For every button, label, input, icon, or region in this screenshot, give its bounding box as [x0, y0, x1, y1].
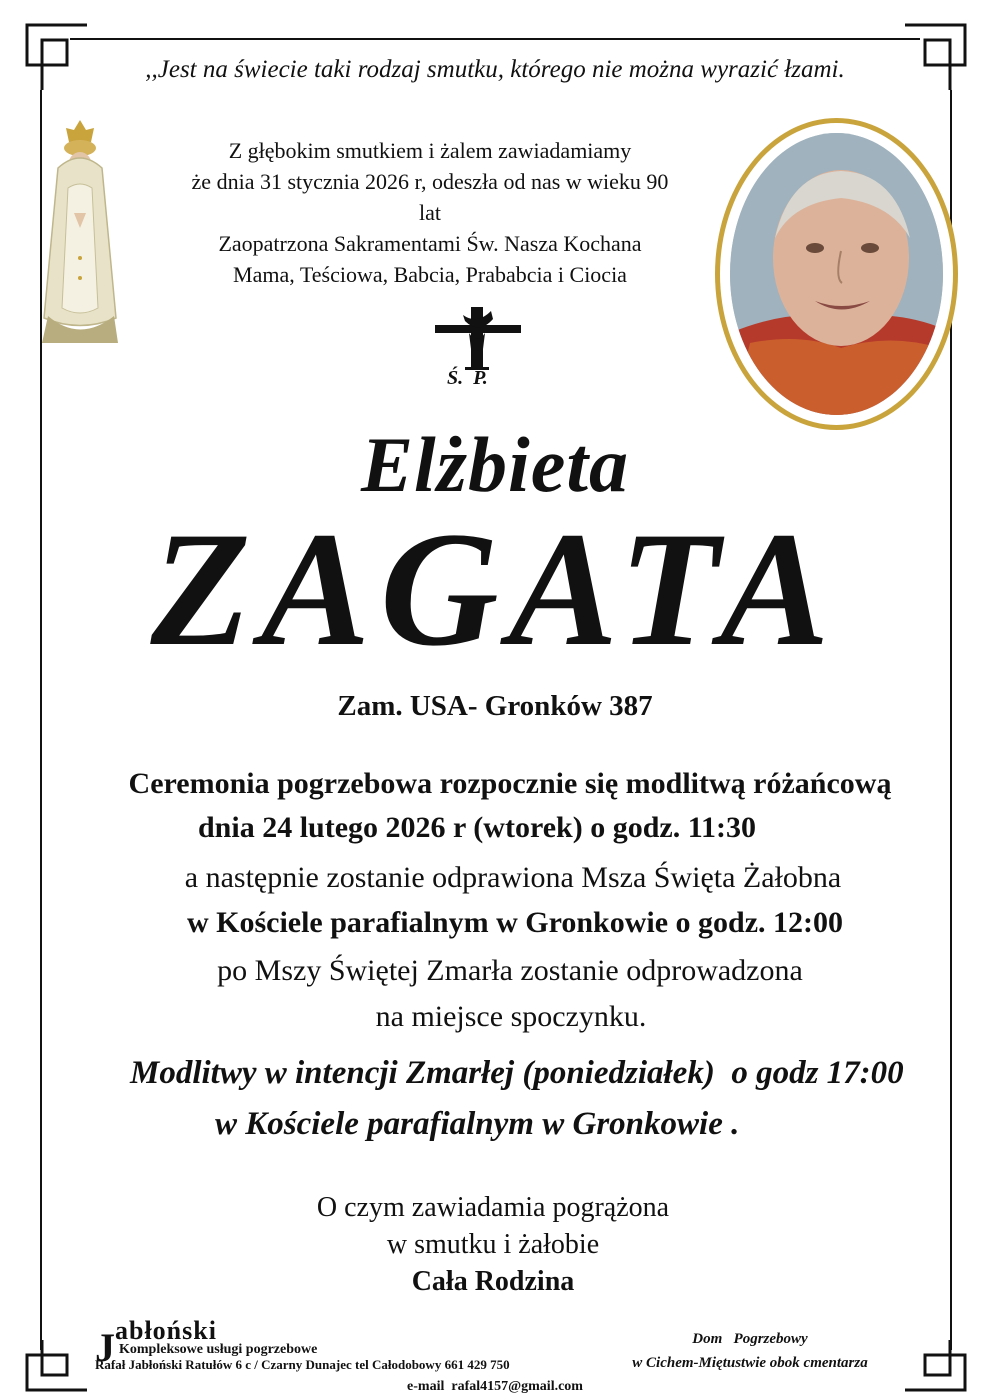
intro-line: Z głębokim smutkiem i żalem zawiadamiamy	[228, 138, 632, 163]
funeral-home-address: Rafał Jabłoński Ratułów 6 c / Czarny Dunajec tel Całodobowy 661 429 750	[95, 1357, 510, 1372]
ceremony-line: w Kościele parafialnym w Gronkowie o godz. 12:00	[186, 906, 844, 939]
prayer-line: Modlitwy w intencji Zmarłej (poniedziałek) o godz 17:00	[130, 1055, 904, 1091]
last-name: ZAGATA	[150, 499, 840, 680]
contact-email: e-mail rafal4157@gmail.com	[407, 1379, 583, 1394]
intro-paragraph	[180, 135, 680, 290]
portrait-photo	[730, 133, 943, 415]
ceremony-line: Ceremonia pogrzebowa rozpocznie się modlitwą różańcową	[128, 767, 892, 800]
prayer-line: w Kościele parafialnym w Gronkowie .	[215, 1106, 740, 1142]
portrait-image	[730, 133, 943, 415]
ceremony-line: dnia 24 lutego 2026 r (wtorek) o godz. 11:30	[198, 811, 757, 844]
opening-quote: ,,Jest na świecie taki rodzaj smutku, którego nie można wyrazić łzami.	[145, 56, 845, 83]
funeral-home-info	[600, 1327, 900, 1375]
closing-signature: Cała Rodzina	[411, 1266, 575, 1297]
intro-line: Mama, Teściowa, Babcia, Prababcia i Ciocia	[233, 262, 627, 287]
madonna-statue-image	[38, 118, 123, 350]
first-name: Elżbieta	[360, 421, 629, 508]
closing-line: w smutku i żałobie	[386, 1229, 600, 1260]
logo-subtitle: Kompleksowe usługi pogrzebowe	[119, 1342, 318, 1357]
funeral-home-title: Dom Pogrzebowy	[692, 1331, 808, 1347]
funeral-home-location: w Cichem-Miętustwie obok cmentarza	[632, 1355, 868, 1371]
residence-address: Zam. USA- Gronków 387	[337, 690, 653, 722]
logo-name: abłoński	[115, 1316, 217, 1345]
intro-line: że dnia 31 stycznia 2026 r, odeszła od nas w wieku 90 lat	[191, 169, 669, 225]
portrait-photo-frame	[715, 118, 958, 430]
closing-line: O czym zawiadamia pogrążona	[316, 1192, 670, 1223]
intro-line: Zaopatrzona Sakramentami Św. Nasza Kochana	[218, 231, 642, 256]
ceremony-line: po Mszy Świętej Zmarła zostanie odprowadzona	[217, 954, 803, 987]
ceremony-line: a następnie zostanie odprawiona Msza Święta Żałobna	[184, 861, 842, 894]
border-top	[70, 38, 920, 40]
ceremony-line: na miejsce spoczynku.	[375, 1000, 647, 1033]
logo-initial: J	[95, 1325, 115, 1370]
cross-letters: Ś. P.	[447, 367, 488, 389]
